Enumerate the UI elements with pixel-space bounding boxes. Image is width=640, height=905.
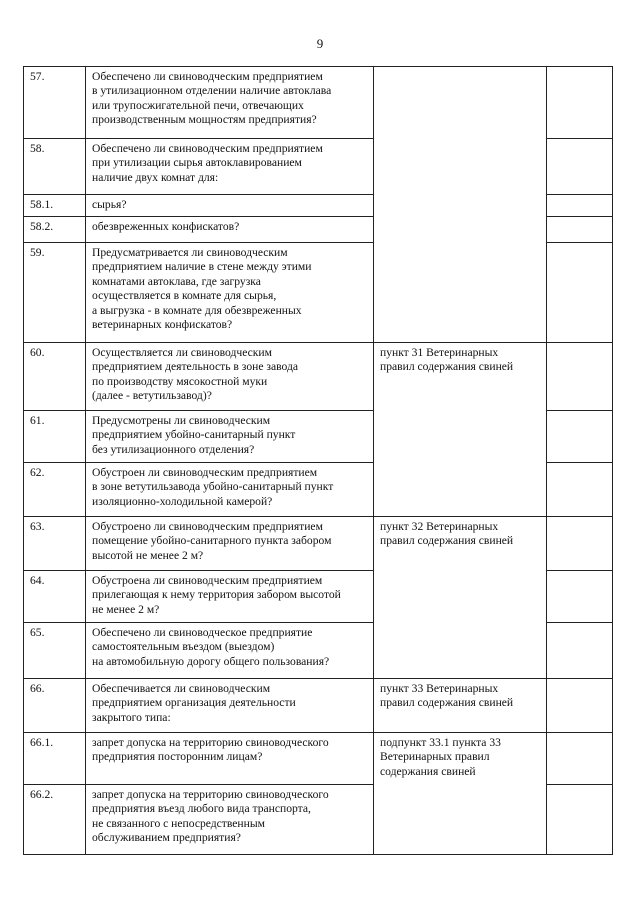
answer-cell — [547, 195, 613, 217]
table-row — [24, 733, 613, 785]
item-question: Обеспечено ли свиноводческим предприятием при утилизации сырья автоклавированием наличие двух комнат для: — [86, 139, 374, 195]
item-question: Осуществляется ли свиноводческим предприятием деятельность в зоне завода по производству мясокостной муки (далее - ветутильзавод)? — [86, 343, 374, 411]
reference-cell: пункт 32 Ветеринарных правил содержания свиней — [374, 517, 547, 679]
item-question: Обеспечено ли свиноводческим предприятием в утилизационном отделении наличие автоклава или трупосжигательной печи, отвечающих производственным мощностям предприятия? — [86, 67, 374, 139]
table-row — [24, 67, 613, 139]
item-number: 64. — [24, 571, 86, 623]
item-question: запрет допуска на территорию свиноводческого предприятия посторонним лицам? — [86, 733, 374, 785]
answer-cell — [547, 343, 613, 411]
answer-cell — [547, 571, 613, 623]
item-question: запрет допуска на территорию свиноводческого предприятия въезд любого вида транспорта, не связанного с непосредственным обслуживанием предприятия? — [86, 785, 374, 855]
table-row — [24, 343, 613, 411]
answer-cell — [547, 243, 613, 343]
checklist-table — [23, 66, 613, 855]
item-number: 58.1. — [24, 195, 86, 217]
reference-cell: пункт 31 Ветеринарных правил содержания свиней — [374, 343, 547, 517]
answer-cell — [547, 463, 613, 517]
item-question: Обеспечено ли свиноводческое предприятие самостоятельным въездом (выездом) на автомобильную дорогу общего пользования? — [86, 623, 374, 679]
item-number: 58.2. — [24, 217, 86, 243]
item-question: Предусматривается ли свиноводческим предприятием наличие в стене между этими комнатами автоклава, где загрузка осуществляется в комнате для сырья, а выгрузка - в комнате для обезвреженных ветеринарных конфискатов? — [86, 243, 374, 343]
answer-cell — [547, 139, 613, 195]
reference-cell: подпункт 33.1 пункта 33 Ветеринарных правил содержания свиней — [374, 733, 547, 855]
answer-cell — [547, 679, 613, 733]
item-question: обезвреженных конфискатов? — [86, 217, 374, 243]
item-number: 66.1. — [24, 733, 86, 785]
item-number: 60. — [24, 343, 86, 411]
reference-cell: пункт 33 Ветеринарных правил содержания свиней — [374, 679, 547, 733]
page-number: 9 — [316, 36, 324, 51]
item-number: 59. — [24, 243, 86, 343]
item-number: 65. — [24, 623, 86, 679]
reference-cell — [374, 67, 547, 343]
item-number: 66.2. — [24, 785, 86, 855]
answer-cell — [547, 411, 613, 463]
answer-cell — [547, 785, 613, 855]
item-question: Предусмотрены ли свиноводческим предприятием убойно-санитарный пункт без утилизационного отделения? — [86, 411, 374, 463]
table-row — [24, 517, 613, 571]
item-number: 66. — [24, 679, 86, 733]
item-question: Обустроена ли свиноводческим предприятием прилегающая к нему территория забором высотой не менее 2 м? — [86, 571, 374, 623]
item-number: 63. — [24, 517, 86, 571]
answer-cell — [547, 67, 613, 139]
item-number: 61. — [24, 411, 86, 463]
item-question: Обустроен ли свиноводческим предприятием в зоне ветутильзавода убойно-санитарный пункт изоляционно-холодильной камерой? — [86, 463, 374, 517]
answer-cell — [547, 517, 613, 571]
answer-cell — [547, 733, 613, 785]
item-number: 57. — [24, 67, 86, 139]
item-number: 58. — [24, 139, 86, 195]
answer-cell — [547, 623, 613, 679]
item-question: сырья? — [86, 195, 374, 217]
answer-cell — [547, 217, 613, 243]
item-question: Обустроено ли свиноводческим предприятием помещение убойно-санитарного пункта забором высотой не менее 2 м? — [86, 517, 374, 571]
item-number: 62. — [24, 463, 86, 517]
item-question: Обеспечивается ли свиноводческим предприятием организация деятельности закрытого типа: — [86, 679, 374, 733]
table-row — [24, 679, 613, 733]
